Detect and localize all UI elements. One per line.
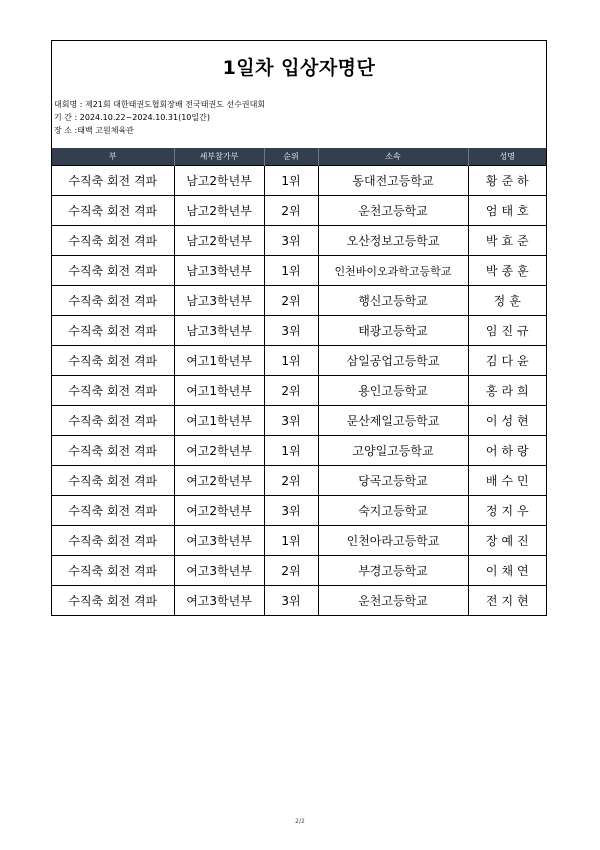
cell-rank: 1위 [264, 256, 318, 286]
cell-rank: 3위 [264, 586, 318, 616]
cell-name: 홍라희 [468, 376, 546, 406]
table-row [52, 316, 546, 346]
cell-name: 박효준 [468, 226, 546, 256]
results-sheet [51, 40, 547, 616]
cell-category: 여고2학년부 [174, 466, 264, 496]
cell-division: 수직축 회전 격파 [52, 496, 174, 526]
cell-division: 수직축 회전 격파 [52, 346, 174, 376]
cell-category: 여고3학년부 [174, 526, 264, 556]
cell-name: 어하랑 [468, 436, 546, 466]
results-body [52, 166, 546, 616]
cell-division: 수직축 회전 격파 [52, 316, 174, 346]
cell-rank: 3위 [264, 406, 318, 436]
event-venue: 장 소 :태백 고원체육관 [54, 126, 134, 135]
cell-school: 인천아라고등학교 [318, 526, 468, 556]
table-row [52, 496, 546, 526]
page-title: 1일차 입상자명단 [222, 57, 376, 79]
cell-name: 황준하 [468, 166, 546, 196]
cell-name: 이성현 [468, 406, 546, 436]
table-row [52, 466, 546, 496]
cell-name: 장예진 [468, 526, 546, 556]
cell-school: 부경고등학교 [318, 556, 468, 586]
cell-rank: 2위 [264, 466, 318, 496]
cell-school: 운천고등학교 [318, 196, 468, 226]
cell-school: 문산제일고등학교 [318, 406, 468, 436]
cell-school: 행신고등학교 [318, 286, 468, 316]
cell-name: 이채연 [468, 556, 546, 586]
results-table [52, 148, 546, 615]
cell-rank: 2위 [264, 196, 318, 226]
cell-school: 당곡고등학교 [318, 466, 468, 496]
cell-name: 정지우 [468, 496, 546, 526]
cell-category: 여고3학년부 [174, 556, 264, 586]
cell-name: 배수민 [468, 466, 546, 496]
table-header-row [52, 148, 546, 166]
cell-name: 엄태호 [468, 196, 546, 226]
cell-division: 수직축 회전 격파 [52, 196, 174, 226]
cell-school: 오산정보고등학교 [318, 226, 468, 256]
cell-rank: 1위 [264, 526, 318, 556]
cell-division: 수직축 회전 격파 [52, 406, 174, 436]
cell-category: 여고2학년부 [174, 436, 264, 466]
cell-division: 수직축 회전 격파 [52, 586, 174, 616]
cell-division: 수직축 회전 격파 [52, 376, 174, 406]
table-row [52, 226, 546, 256]
cell-name: 임진규 [468, 316, 546, 346]
cell-category: 여고1학년부 [174, 376, 264, 406]
cell-school: 고양일고등학교 [318, 436, 468, 466]
cell-division: 수직축 회전 격파 [52, 286, 174, 316]
cell-category: 남고2학년부 [174, 166, 264, 196]
table-row [52, 196, 546, 226]
cell-category: 남고3학년부 [174, 316, 264, 346]
table-row [52, 166, 546, 196]
cell-name: 전지현 [468, 586, 546, 616]
cell-name: 김다윤 [468, 346, 546, 376]
cell-rank: 2위 [264, 286, 318, 316]
cell-school: 숙지고등학교 [318, 496, 468, 526]
cell-division: 수직축 회전 격파 [52, 226, 174, 256]
cell-rank: 3위 [264, 226, 318, 256]
event-info [54, 98, 265, 137]
cell-category: 남고2학년부 [174, 196, 264, 226]
page-number: 2/2 [295, 818, 305, 825]
cell-category: 여고1학년부 [174, 346, 264, 376]
cell-school: 태광고등학교 [318, 316, 468, 346]
cell-school: 동대전고등학교 [318, 166, 468, 196]
table-row [52, 256, 546, 286]
cell-school: 인천바이오과학고등학교 [318, 256, 468, 286]
cell-name: 박종훈 [468, 256, 546, 286]
cell-rank: 1위 [264, 166, 318, 196]
cell-rank: 3위 [264, 316, 318, 346]
cell-rank: 3위 [264, 496, 318, 526]
cell-category: 남고3학년부 [174, 286, 264, 316]
table-row [52, 526, 546, 556]
cell-category: 여고3학년부 [174, 586, 264, 616]
event-period: 기 간 : 2024.10.22~2024.10.31(10일간) [54, 113, 210, 122]
header-name: 성명 [468, 148, 546, 166]
table-row [52, 346, 546, 376]
cell-division: 수직축 회전 격파 [52, 256, 174, 286]
table-row [52, 406, 546, 436]
cell-rank: 1위 [264, 436, 318, 466]
header-division: 부 [52, 148, 174, 166]
cell-category: 남고3학년부 [174, 256, 264, 286]
cell-division: 수직축 회전 격파 [52, 526, 174, 556]
cell-rank: 2위 [264, 376, 318, 406]
cell-category: 여고1학년부 [174, 406, 264, 436]
table-row [52, 376, 546, 406]
table-row [52, 436, 546, 466]
header-rank: 순위 [264, 148, 318, 166]
cell-category: 여고2학년부 [174, 496, 264, 526]
cell-school: 운천고등학교 [318, 586, 468, 616]
cell-school: 용인고등학교 [318, 376, 468, 406]
cell-division: 수직축 회전 격파 [52, 166, 174, 196]
cell-rank: 2위 [264, 556, 318, 586]
cell-rank: 1위 [264, 346, 318, 376]
cell-division: 수직축 회전 격파 [52, 436, 174, 466]
event-name: 대회명 : 제21회 대한태권도협회장배 전국태권도 선수권대회 [54, 100, 266, 109]
cell-category: 남고2학년부 [174, 226, 264, 256]
cell-school: 삼일공업고등학교 [318, 346, 468, 376]
table-row [52, 586, 546, 616]
header-school: 소속 [318, 148, 468, 166]
cell-name: 정훈 [468, 286, 546, 316]
table-row [52, 556, 546, 586]
header-category: 세부참가부 [174, 148, 264, 166]
table-row [52, 286, 546, 316]
cell-division: 수직축 회전 격파 [52, 466, 174, 496]
cell-division: 수직축 회전 격파 [52, 556, 174, 586]
